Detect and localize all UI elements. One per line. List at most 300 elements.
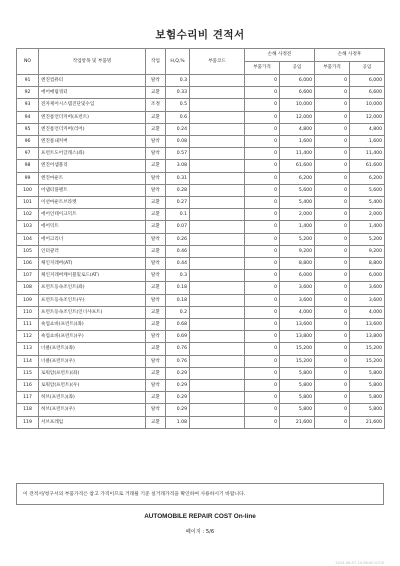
header-work: 작업 — [146, 49, 166, 75]
table-row — [17, 184, 385, 196]
row-after-labor: 5,800 — [350, 367, 385, 379]
row-no: 111 — [17, 319, 39, 331]
row-before-parts: 0 — [245, 123, 280, 135]
table-row — [17, 270, 385, 282]
header-after: 손해 사정후 — [315, 49, 385, 62]
row-hq: 0.29 — [166, 367, 190, 379]
row-after-labor: 13,800 — [350, 331, 385, 343]
row-no: 116 — [17, 380, 39, 392]
row-no: 98 — [17, 160, 39, 172]
row-work: 교환 — [146, 367, 166, 379]
header-before-parts: 부품가격 — [245, 62, 280, 75]
row-part-code — [190, 416, 245, 428]
row-before-labor: 1,600 — [280, 136, 315, 148]
row-part-code — [190, 306, 245, 318]
row-no: 94 — [17, 111, 39, 123]
print-stamp: 2024-06-07 14:36:40 A700 — [335, 561, 384, 565]
row-before-parts: 0 — [245, 197, 280, 209]
row-work: 교환 — [146, 392, 166, 404]
row-before-labor: 1,400 — [280, 221, 315, 233]
row-hq: 1.08 — [166, 416, 190, 428]
row-part-code — [190, 172, 245, 184]
row-work: 탈착 — [146, 136, 166, 148]
row-before-labor: 11,400 — [280, 148, 315, 160]
row-item-name: 엔진룸언더커버(리어) — [39, 123, 146, 135]
row-item-name: 로워암(프런트)(좌) — [39, 367, 146, 379]
row-item-name: 엔진컴퓨터 — [39, 75, 146, 87]
row-work: 교환 — [146, 245, 166, 257]
row-part-code — [190, 136, 245, 148]
row-after-parts: 0 — [315, 87, 350, 99]
row-item-name: 엔진룸언더커버(프런트) — [39, 111, 146, 123]
row-work: 탈착 — [146, 184, 166, 196]
row-hq: 0.2 — [166, 306, 190, 318]
row-hq: 0.68 — [166, 319, 190, 331]
row-before-labor: 6,200 — [280, 172, 315, 184]
row-before-labor: 4,000 — [280, 306, 315, 318]
row-no: 99 — [17, 172, 39, 184]
row-after-labor: 11,400 — [350, 148, 385, 160]
row-part-code — [190, 319, 245, 331]
row-before-parts: 0 — [245, 416, 280, 428]
row-before-labor: 12,000 — [280, 111, 315, 123]
row-after-parts: 0 — [315, 355, 350, 367]
row-after-labor: 1,400 — [350, 221, 385, 233]
row-before-parts: 0 — [245, 404, 280, 416]
row-no: 106 — [17, 258, 39, 270]
row-no: 101 — [17, 197, 39, 209]
row-no: 91 — [17, 75, 39, 87]
row-work: 교환 — [146, 197, 166, 209]
table-row — [17, 294, 385, 306]
row-hq: 0.29 — [166, 380, 190, 392]
row-before-parts: 0 — [245, 258, 280, 270]
row-part-code — [190, 233, 245, 245]
row-hq: 0.1 — [166, 209, 190, 221]
row-before-labor: 5,800 — [280, 367, 315, 379]
table-row — [17, 172, 385, 184]
row-after-labor: 5,600 — [350, 184, 385, 196]
row-after-labor: 1,600 — [350, 136, 385, 148]
row-hq: 0.29 — [166, 404, 190, 416]
row-item-name: 엔진어셈블리 — [39, 160, 146, 172]
row-hq: 0.33 — [166, 87, 190, 99]
row-before-parts: 0 — [245, 282, 280, 294]
row-part-code — [190, 87, 245, 99]
table-row — [17, 380, 385, 392]
row-after-labor: 4,800 — [350, 123, 385, 135]
row-after-parts: 0 — [315, 294, 350, 306]
row-no: 115 — [17, 367, 39, 379]
row-hq: 0.18 — [166, 294, 190, 306]
row-item-name: 이션마운트브라켓 — [39, 197, 146, 209]
row-after-labor: 61,600 — [350, 160, 385, 172]
row-after-labor: 6,000 — [350, 270, 385, 282]
row-item-name: 프런트등속조인트(인너샤프트) — [39, 306, 146, 318]
row-hq: 0.76 — [166, 355, 190, 367]
row-before-parts: 0 — [245, 343, 280, 355]
row-no: 110 — [17, 306, 39, 318]
row-after-parts: 0 — [315, 184, 350, 196]
row-after-parts: 0 — [315, 221, 350, 233]
row-no: 103 — [17, 221, 39, 233]
row-no: 107 — [17, 270, 39, 282]
row-work: 교환 — [146, 306, 166, 318]
row-before-parts: 0 — [245, 392, 280, 404]
row-item-name: 허브(프런트)(우) — [39, 404, 146, 416]
row-after-labor: 5,800 — [350, 380, 385, 392]
table-row — [17, 75, 385, 87]
row-before-labor: 15,200 — [280, 355, 315, 367]
estimate-table — [16, 48, 385, 429]
row-before-labor: 2,000 — [280, 209, 315, 221]
row-after-parts: 0 — [315, 306, 350, 318]
table-header-row-1 — [17, 49, 385, 62]
row-after-labor: 5,200 — [350, 233, 385, 245]
row-item-name: 쇽업쇼바(프런트)(우) — [39, 331, 146, 343]
row-hq: 0.44 — [166, 258, 190, 270]
row-item-name: 체인지레버케이블및로드(AT) — [39, 270, 146, 282]
row-before-parts: 0 — [245, 99, 280, 111]
row-hq: 0.31 — [166, 172, 190, 184]
row-item-name: 로워암(프런트)(우) — [39, 380, 146, 392]
row-work: 교환 — [146, 111, 166, 123]
disclaimer-note: 이 견적서/청구서의 부품가격은 참고 가격이므로 거래될 기준 실거래가격을 확인하여 사용하시기 바랍니다. — [16, 483, 384, 505]
row-before-parts: 0 — [245, 319, 280, 331]
row-before-labor: 8,800 — [280, 258, 315, 270]
row-no: 104 — [17, 233, 39, 245]
row-work: 교환 — [146, 319, 166, 331]
row-hq: 0.26 — [166, 233, 190, 245]
row-part-code — [190, 99, 245, 111]
row-work: 탈착 — [146, 233, 166, 245]
row-hq: 0.3 — [166, 75, 190, 87]
row-work: 조정 — [146, 99, 166, 111]
row-hq: 0.18 — [166, 282, 190, 294]
row-work: 탈착 — [146, 355, 166, 367]
row-no: 100 — [17, 184, 39, 196]
row-after-parts: 0 — [315, 136, 350, 148]
row-no: 102 — [17, 209, 39, 221]
row-before-parts: 0 — [245, 270, 280, 282]
row-item-name: 프런트등속조인트(좌) — [39, 282, 146, 294]
row-before-parts: 0 — [245, 87, 280, 99]
row-before-labor: 9,200 — [280, 245, 315, 257]
table-row — [17, 404, 385, 416]
header-no: NO — [17, 49, 39, 75]
row-before-parts: 0 — [245, 172, 280, 184]
row-before-labor: 6,000 — [280, 75, 315, 87]
row-no: 109 — [17, 294, 39, 306]
row-before-labor: 5,600 — [280, 184, 315, 196]
row-no: 93 — [17, 99, 39, 111]
row-item-name: 에어인테이크덕트 — [39, 209, 146, 221]
row-before-parts: 0 — [245, 184, 280, 196]
row-hq: 0.6 — [166, 111, 190, 123]
row-part-code — [190, 75, 245, 87]
table-row — [17, 367, 385, 379]
row-work: 탈착 — [146, 172, 166, 184]
row-after-parts: 0 — [315, 331, 350, 343]
page-number: 페이지 : 5/6 — [185, 529, 215, 535]
row-before-labor: 5,800 — [280, 380, 315, 392]
table-row — [17, 392, 385, 404]
row-item-name: 프런트등속조인트(우) — [39, 294, 146, 306]
table-row — [17, 416, 385, 428]
table-row — [17, 197, 385, 209]
row-after-labor: 3,600 — [350, 294, 385, 306]
row-after-parts: 0 — [315, 343, 350, 355]
row-hq: 0.46 — [166, 245, 190, 257]
row-after-labor: 9,200 — [350, 245, 385, 257]
row-hq: 0.57 — [166, 148, 190, 160]
row-part-code — [190, 282, 245, 294]
row-after-labor: 2,000 — [350, 209, 385, 221]
row-no: 108 — [17, 282, 39, 294]
footer-title: AUTOMOBILE REPAIR COST On-line — [144, 513, 256, 520]
row-after-parts: 0 — [315, 380, 350, 392]
row-after-labor: 3,600 — [350, 282, 385, 294]
row-before-labor: 61,600 — [280, 160, 315, 172]
row-after-parts: 0 — [315, 123, 350, 135]
row-item-name: 서브프레임 — [39, 416, 146, 428]
row-item-name: 엔진마운트 — [39, 172, 146, 184]
row-part-code — [190, 221, 245, 233]
row-item-name: 에어덕트 — [39, 221, 146, 233]
row-work: 교환 — [146, 87, 166, 99]
row-hq: 0.28 — [166, 184, 190, 196]
row-before-parts: 0 — [245, 294, 280, 306]
table-row — [17, 99, 385, 111]
row-before-labor: 13,800 — [280, 331, 315, 343]
row-part-code — [190, 258, 245, 270]
row-no: 118 — [17, 404, 39, 416]
row-part-code — [190, 404, 245, 416]
row-part-code — [190, 148, 245, 160]
row-before-parts: 0 — [245, 331, 280, 343]
row-after-labor: 8,800 — [350, 258, 385, 270]
row-after-parts: 0 — [315, 392, 350, 404]
row-no: 117 — [17, 392, 39, 404]
row-after-labor: 6,200 — [350, 172, 385, 184]
row-before-parts: 0 — [245, 233, 280, 245]
row-before-labor: 3,600 — [280, 282, 315, 294]
row-before-parts: 0 — [245, 136, 280, 148]
row-no: 105 — [17, 245, 39, 257]
row-work: 탈착 — [146, 270, 166, 282]
row-before-labor: 3,600 — [280, 294, 315, 306]
row-item-name: 에어크리너 — [39, 233, 146, 245]
row-no: 113 — [17, 343, 39, 355]
row-part-code — [190, 270, 245, 282]
row-before-parts: 0 — [245, 355, 280, 367]
row-work: 교환 — [146, 416, 166, 428]
row-before-labor: 4,800 — [280, 123, 315, 135]
row-after-labor: 15,200 — [350, 343, 385, 355]
row-part-code — [190, 343, 245, 355]
row-hq: 3.08 — [166, 160, 190, 172]
row-work: 교환 — [146, 209, 166, 221]
table-row — [17, 331, 385, 343]
header-before: 손해 사정전 — [245, 49, 315, 62]
row-after-labor: 6,600 — [350, 87, 385, 99]
row-after-parts: 0 — [315, 270, 350, 282]
row-work: 탈착 — [146, 148, 166, 160]
row-part-code — [190, 380, 245, 392]
table-row — [17, 282, 385, 294]
row-part-code — [190, 331, 245, 343]
table-row — [17, 319, 385, 331]
header-before-labor: 공임 — [280, 62, 315, 75]
row-before-parts: 0 — [245, 148, 280, 160]
row-item-name: 체인지레버(AT) — [39, 258, 146, 270]
row-after-labor: 13,600 — [350, 319, 385, 331]
row-no: 92 — [17, 87, 39, 99]
row-after-labor: 5,400 — [350, 197, 385, 209]
row-no: 119 — [17, 416, 39, 428]
row-before-labor: 21,600 — [280, 416, 315, 428]
table-row — [17, 258, 385, 270]
table-row — [17, 111, 385, 123]
row-item-name: 쇽업쇼바(프런트)(좌) — [39, 319, 146, 331]
row-work: 탈착 — [146, 75, 166, 87]
row-hq: 0.3 — [166, 270, 190, 282]
row-after-parts: 0 — [315, 245, 350, 257]
row-after-parts: 0 — [315, 367, 350, 379]
row-before-parts: 0 — [245, 367, 280, 379]
page-title: 보험수리비 견적서 — [155, 29, 245, 41]
row-work: 교환 — [146, 282, 166, 294]
row-after-labor: 21,600 — [350, 416, 385, 428]
row-before-labor: 5,800 — [280, 392, 315, 404]
table-row — [17, 136, 385, 148]
row-hq: 0.24 — [166, 123, 190, 135]
table-row — [17, 343, 385, 355]
row-item-name: 어댑터플랜트 — [39, 184, 146, 196]
row-hq: 0.5 — [166, 99, 190, 111]
row-work: 교환 — [146, 221, 166, 233]
row-no: 112 — [17, 331, 39, 343]
table-row — [17, 306, 385, 318]
row-after-parts: 0 — [315, 172, 350, 184]
row-part-code — [190, 184, 245, 196]
row-before-parts: 0 — [245, 380, 280, 392]
row-after-parts: 0 — [315, 99, 350, 111]
row-item-name: 프런트도어글래스(좌) — [39, 148, 146, 160]
row-before-parts: 0 — [245, 111, 280, 123]
row-after-parts: 0 — [315, 197, 350, 209]
row-item-name: 너클(프런트)(좌) — [39, 343, 146, 355]
header-after-parts: 부품가격 — [315, 62, 350, 75]
row-part-code — [190, 367, 245, 379]
row-part-code — [190, 160, 245, 172]
row-part-code — [190, 209, 245, 221]
row-before-labor: 5,200 — [280, 233, 315, 245]
row-before-labor: 5,400 — [280, 197, 315, 209]
table-row — [17, 160, 385, 172]
row-item-name: 허브(프런트)(좌) — [39, 392, 146, 404]
row-work: 탈착 — [146, 294, 166, 306]
row-after-labor: 4,000 — [350, 306, 385, 318]
row-hq: 0.08 — [166, 136, 190, 148]
row-before-parts: 0 — [245, 245, 280, 257]
row-before-parts: 0 — [245, 75, 280, 87]
row-after-parts: 0 — [315, 233, 350, 245]
row-item-name: 에어매립쿼터 — [39, 87, 146, 99]
row-before-labor: 6,000 — [280, 270, 315, 282]
row-work: 교환 — [146, 343, 166, 355]
header-after-labor: 공임 — [350, 62, 385, 75]
table-row — [17, 148, 385, 160]
row-hq: 0.69 — [166, 331, 190, 343]
table-body — [17, 75, 385, 429]
row-hq: 0.07 — [166, 221, 190, 233]
row-after-parts: 0 — [315, 282, 350, 294]
row-before-labor: 13,600 — [280, 319, 315, 331]
row-part-code — [190, 245, 245, 257]
table-row — [17, 245, 385, 257]
row-item-name: 너클(프런트)(우) — [39, 355, 146, 367]
row-after-labor: 12,000 — [350, 111, 385, 123]
row-before-parts: 0 — [245, 209, 280, 221]
table-row — [17, 233, 385, 245]
row-part-code — [190, 355, 245, 367]
row-hq: 0.29 — [166, 392, 190, 404]
row-part-code — [190, 392, 245, 404]
row-part-code — [190, 197, 245, 209]
header-hq: H,Q,% — [166, 49, 190, 75]
row-work: 탈착 — [146, 404, 166, 416]
row-part-code — [190, 111, 245, 123]
row-after-parts: 0 — [315, 416, 350, 428]
header-item: 작업항목 및 부품명 — [39, 49, 146, 75]
row-after-labor: 6,000 — [350, 75, 385, 87]
row-work: 교환 — [146, 123, 166, 135]
row-before-labor: 6,600 — [280, 87, 315, 99]
row-hq: 0.76 — [166, 343, 190, 355]
row-after-parts: 0 — [315, 258, 350, 270]
row-after-labor: 10,000 — [350, 99, 385, 111]
row-work: 교환 — [146, 160, 166, 172]
row-before-labor: 10,000 — [280, 99, 315, 111]
row-after-parts: 0 — [315, 75, 350, 87]
table-row — [17, 123, 385, 135]
table-row — [17, 87, 385, 99]
row-item-name: 인터쿨러 — [39, 245, 146, 257]
row-after-labor: 5,800 — [350, 404, 385, 416]
row-no: 95 — [17, 123, 39, 135]
row-before-parts: 0 — [245, 160, 280, 172]
row-after-parts: 0 — [315, 111, 350, 123]
row-after-parts: 0 — [315, 160, 350, 172]
row-no: 96 — [17, 136, 39, 148]
row-no: 97 — [17, 148, 39, 160]
row-after-labor: 5,800 — [350, 392, 385, 404]
row-hq: 0.27 — [166, 197, 190, 209]
row-work: 탈착 — [146, 331, 166, 343]
row-part-code — [190, 294, 245, 306]
table-row — [17, 355, 385, 367]
row-item-name: 엔진룸내커버 — [39, 136, 146, 148]
row-after-parts: 0 — [315, 148, 350, 160]
row-work: 탈착 — [146, 380, 166, 392]
row-before-labor: 15,200 — [280, 343, 315, 355]
table-row — [17, 221, 385, 233]
row-before-labor: 5,800 — [280, 404, 315, 416]
row-after-labor: 15,200 — [350, 355, 385, 367]
row-part-code — [190, 123, 245, 135]
header-code: 부품코드 — [190, 49, 245, 75]
